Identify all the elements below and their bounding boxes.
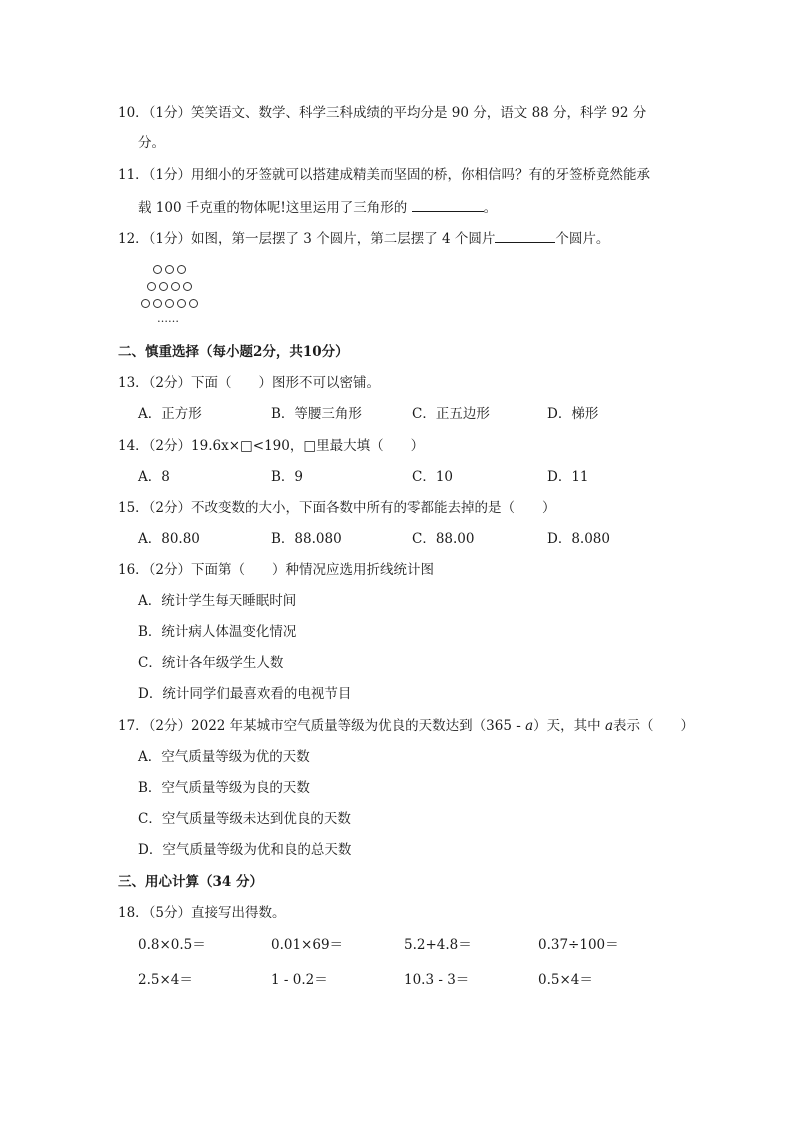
question-10-line2: 分。 (138, 135, 165, 151)
question-12-line (118, 228, 609, 249)
question-10-line1: 10．（1分）笑笑语文、数学、科学三科成绩的平均分是 90 分，语文 88 分，科学 92 分 (118, 105, 647, 121)
circle-piece (165, 299, 174, 308)
calc-item: 0.5×4＝ (538, 972, 593, 988)
question-17-text: 表示（ ） (613, 718, 694, 734)
question-17-option-a[interactable]: A．空气质量等级为优的天数 (138, 749, 310, 765)
calc-item: 1 - 0.2＝ (271, 972, 328, 988)
question-16-option-d[interactable]: D．统计同学们最喜欢看的电视节目 (138, 686, 352, 702)
question-11-text: 载 100 千克重的物体呢!这里运用了三角形的 (138, 200, 408, 216)
question-17-text: 17．（2分）2022 年某城市空气质量等级为优良的天数达到（365 - (118, 718, 526, 734)
question-12-text: 12．（1分）如图，第一层摆了 3 个圆片，第二层摆了 4 个圆片 (118, 231, 496, 247)
circle-piece (147, 282, 156, 291)
question-15-option-d[interactable]: D．8.080 (547, 531, 610, 547)
question-15-option-c[interactable]: C．88.00 (412, 531, 475, 547)
question-13-option-c[interactable]: C．正五边形 (412, 406, 490, 422)
question-14-option-c[interactable]: C．10 (412, 469, 454, 485)
circle-piece (177, 265, 186, 274)
circle-piece (153, 299, 162, 308)
question-13-option-a[interactable]: A．正方形 (138, 406, 202, 422)
circle-piece (141, 299, 150, 308)
question-18-stem: 18．（5分）直接写出得数。 (118, 905, 286, 921)
question-13-option-b[interactable]: B．等腰三角形 (271, 406, 362, 422)
question-14-option-a[interactable]: A．8 (138, 469, 170, 485)
answer-blank[interactable] (495, 228, 555, 243)
question-11-line2 (138, 197, 497, 218)
circle-piece (189, 299, 198, 308)
question-13-stem: 13．（2分）下面（ ）图形不可以密铺。 (118, 375, 381, 391)
section-2-title: 二、慎重选择（每小题2分，共10分） (118, 344, 349, 360)
circle-piece (165, 265, 174, 274)
calc-item: 5.2+4.8＝ (404, 937, 472, 953)
circle-piece (171, 282, 180, 291)
question-16-option-a[interactable]: A．统计学生每天睡眠时间 (138, 593, 297, 609)
question-16-option-b[interactable]: B．统计病人体温变化情况 (138, 624, 297, 640)
question-15-stem: 15．（2分）不改变数的大小，下面各数中所有的零都能去掉的是（ ） (118, 500, 556, 516)
variable-a: a (525, 718, 534, 734)
calc-item: 2.5×4＝ (138, 972, 193, 988)
figure-ellipsis: …… (157, 312, 179, 325)
question-14-option-b[interactable]: B．9 (271, 469, 304, 485)
question-17-option-b[interactable]: B．空气质量等级为良的天数 (138, 780, 310, 796)
question-13-option-d[interactable]: D．梯形 (547, 406, 599, 422)
question-17-text: ）天，其中 (533, 718, 605, 734)
calc-item: 0.01×69＝ (271, 937, 344, 953)
question-11-end: 。 (483, 200, 498, 216)
variable-a: a (604, 718, 613, 734)
question-14-option-d[interactable]: D．11 (547, 469, 589, 485)
question-17-option-d[interactable]: D．空气质量等级为优和良的总天数 (138, 842, 352, 858)
question-15-option-a[interactable]: A．80.80 (138, 531, 200, 547)
question-16-stem: 16．（2分）下面第（ ）种情况应选用折线统计图 (118, 562, 435, 578)
question-14-stem: 14．（2分）19.6x×□<190，□里最大填（ ） (118, 438, 425, 454)
question-16-option-c[interactable]: C．统计各年级学生人数 (138, 655, 284, 671)
question-17-option-c[interactable]: C．空气质量等级未达到优良的天数 (138, 811, 351, 827)
question-17-stem (118, 716, 694, 736)
question-12-end: 个圆片。 (555, 231, 610, 247)
circle-piece (159, 282, 168, 291)
calc-item: 0.37÷100＝ (538, 937, 619, 953)
circle-piece (153, 265, 162, 274)
section-3-title: 三、用心计算（34 分） (118, 874, 263, 890)
calc-item: 0.8×0.5＝ (138, 937, 206, 953)
answer-blank[interactable] (412, 197, 484, 212)
question-11-line1: 11．（1分）用细小的牙签就可以搭建成精美而坚固的桥，你相信吗？有的牙签桥竟然能承 (118, 167, 651, 183)
circle-piece (177, 299, 186, 308)
question-15-option-b[interactable]: B．88.080 (271, 531, 342, 547)
circle-piece (183, 282, 192, 291)
calc-item: 10.3 - 3＝ (404, 972, 470, 988)
